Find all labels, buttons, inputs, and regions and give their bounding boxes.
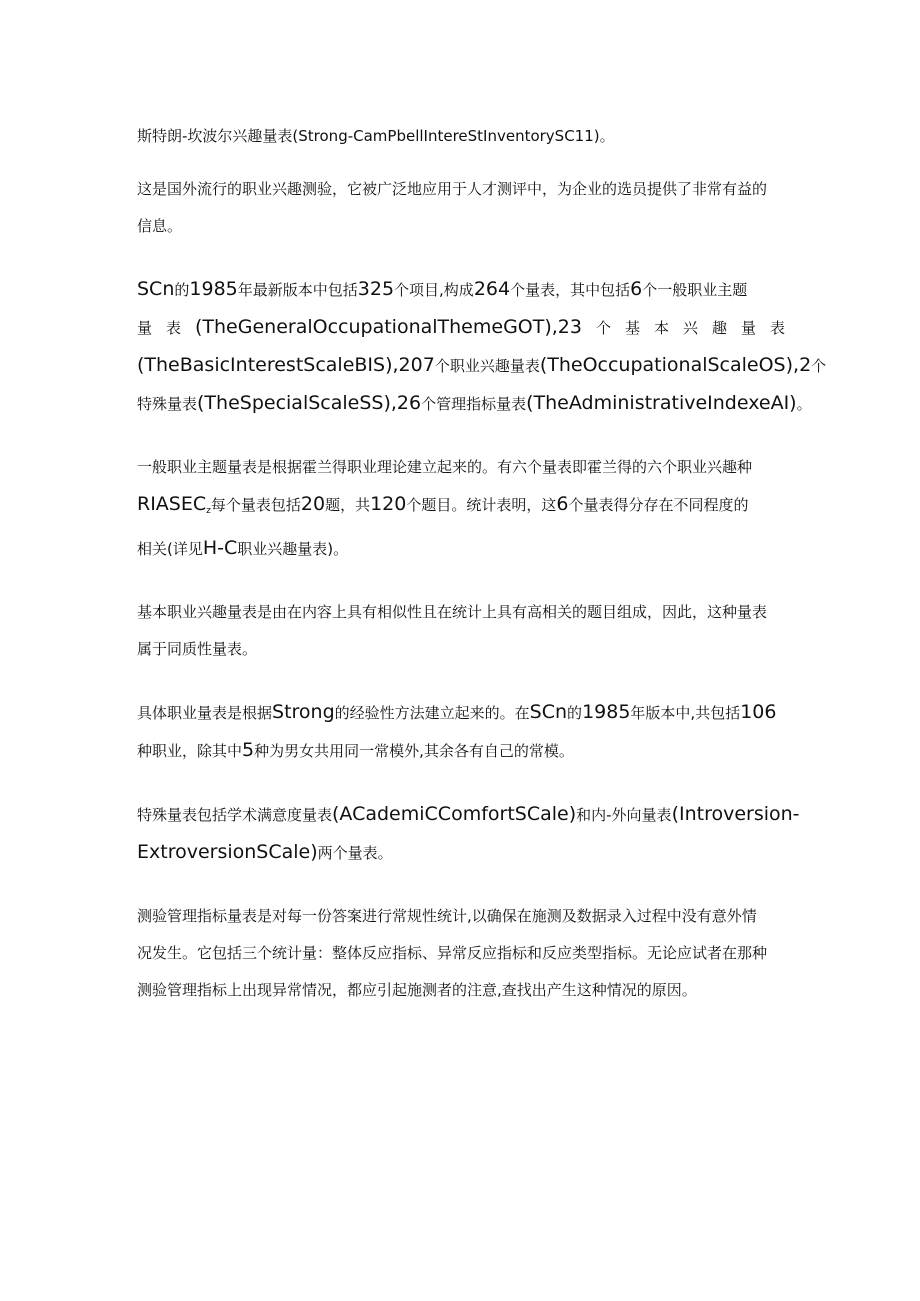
text-line [137, 803, 800, 825]
text-line: 况发生。它包括三个统计量：整体反应指标、异常反应指标和反应类型指标。无论应试者在那种 [137, 944, 768, 962]
text-run: 个一般职业主题 [642, 281, 748, 299]
text-line [137, 701, 777, 723]
text-run: 6 [630, 278, 643, 300]
text-run: 趣 [711, 319, 727, 337]
text-run: 20 [300, 493, 326, 515]
text-line [137, 537, 349, 559]
text-line: 一般职业主题量表是根据霍兰得职业理论建立起来的。有六个量表即霍兰得的六个职业兴趣种 [137, 458, 753, 476]
text-run: 年最新版本中包括 [237, 281, 358, 299]
text-run: 1985 [582, 701, 631, 723]
text-run: 106 [740, 701, 777, 723]
text-run: 264 [473, 278, 511, 300]
text-run: SCn [137, 278, 175, 300]
text-run: 个量表，其中包括 [510, 281, 631, 299]
text-line [137, 739, 574, 761]
text-run: (TheGeneralOccupationalThemeGOT),23 [195, 316, 582, 338]
text-run: 每个量表包括 [210, 496, 301, 514]
text-line: 信息。 [137, 217, 183, 235]
text-line [137, 841, 393, 863]
text-run: 和内-外向量表 [576, 806, 672, 824]
text-run: 相关(详见 [137, 540, 203, 558]
paragraph-general-occupational-themes [137, 449, 785, 568]
paragraph-basic-interest-scales [137, 594, 785, 668]
text-run: 两个量表。 [317, 844, 393, 862]
text-line [137, 493, 749, 516]
text-run: 具体职业量表是根据 [137, 704, 273, 722]
text-line: 斯特朗-坎波尔兴趣量表(Strong-CamPbellIntereStInventorySC11)。 [137, 127, 615, 145]
text-line: 这是国外流行的职业兴趣测验，它被广泛地应用于人才测评中，为企业的选员提供了非常有益的 [137, 180, 768, 198]
text-run: 兴 [682, 319, 698, 337]
text-line: 属于同质性量表。 [137, 640, 258, 658]
text-line [137, 392, 812, 414]
paragraph-strong-campbell-title [137, 118, 785, 155]
text-run: 特殊量表包括学术满意度量表 [137, 806, 333, 824]
text-run: 量 [137, 319, 153, 337]
paragraph-overview [137, 171, 785, 245]
text-run: 个量表得分存在不同程度的 [568, 496, 749, 514]
text-line: 测验管理指标上出现异常情况，都应引起施测者的注意,查找出产生这种情况的原因。 [137, 981, 697, 999]
text-run: 职业兴趣量表)。 [237, 540, 349, 558]
text-run: 个职业兴趣量表 [434, 357, 540, 375]
text-line [137, 278, 748, 300]
text-line: 基本职业兴趣量表是由在内容上具有相似性且在统计上具有高相关的题目组成，因此，这种量表 [137, 603, 768, 621]
text-run: (ACademiCComfortSCale) [332, 803, 577, 825]
text-run: 基 [624, 319, 640, 337]
text-run: 325 [357, 278, 395, 300]
text-run: Strong [272, 701, 335, 723]
text-run: 题，共 [325, 496, 371, 514]
text-run: (TheSpecialScaleSS),26 [197, 392, 422, 414]
text-run: 年版本中,共包括 [630, 704, 741, 722]
text-run: 量 [740, 319, 756, 337]
paragraph-scn-1985-version [137, 271, 827, 423]
text-run: 个 [811, 357, 827, 375]
text-run: H-C [202, 537, 238, 559]
document-body [137, 118, 827, 1009]
text-run: (TheAdministrativeIndexeAI) [526, 392, 797, 414]
text-run: 6 [556, 493, 569, 515]
text-run: 120 [370, 493, 407, 515]
text-run: 表 [769, 319, 785, 337]
text-run: (TheBasicInterestScaleBIS),207 [137, 354, 435, 376]
text-run: SCn [529, 701, 568, 723]
text-run: 的 [174, 281, 190, 299]
text-run: z [206, 506, 211, 516]
text-run: 个项目,构成 [394, 281, 474, 299]
text-run: (Introversion- [671, 803, 800, 825]
text-run: 个题目。统计表明，这 [406, 496, 557, 514]
text-run: ExtroversionSCale) [137, 841, 318, 863]
paragraph-administrative-indexes [137, 898, 785, 1009]
paragraph-occupational-scales [137, 694, 785, 770]
text-run: 。 [796, 395, 812, 413]
text-run: 1985 [189, 278, 238, 300]
text-run: 的经验性方法建立起来的。在 [334, 704, 530, 722]
text-run: 特殊量表 [137, 395, 198, 413]
text-line [137, 309, 785, 347]
text-line: 测验管理指标量表是对每一份答案进行常规性统计,以确保在施测及数据录入过程中没有意外情 [137, 907, 757, 925]
paragraph-special-scales [137, 796, 800, 872]
text-run: 种为男女共用同一常模外,其余各有自己的常模。 [254, 742, 574, 760]
text-run: 个管理指标量表 [421, 395, 527, 413]
text-run: RIASEC [137, 493, 207, 515]
text-run: (TheOccupationalScaleOS),2 [539, 354, 812, 376]
text-run: 种职业，除其中 [137, 742, 243, 760]
text-run: 的 [567, 704, 583, 722]
text-run: 5 [242, 739, 255, 761]
text-line [137, 354, 827, 376]
text-run: 本 [653, 319, 669, 337]
text-run: 表 [166, 319, 182, 337]
text-run: 个 [595, 319, 611, 337]
